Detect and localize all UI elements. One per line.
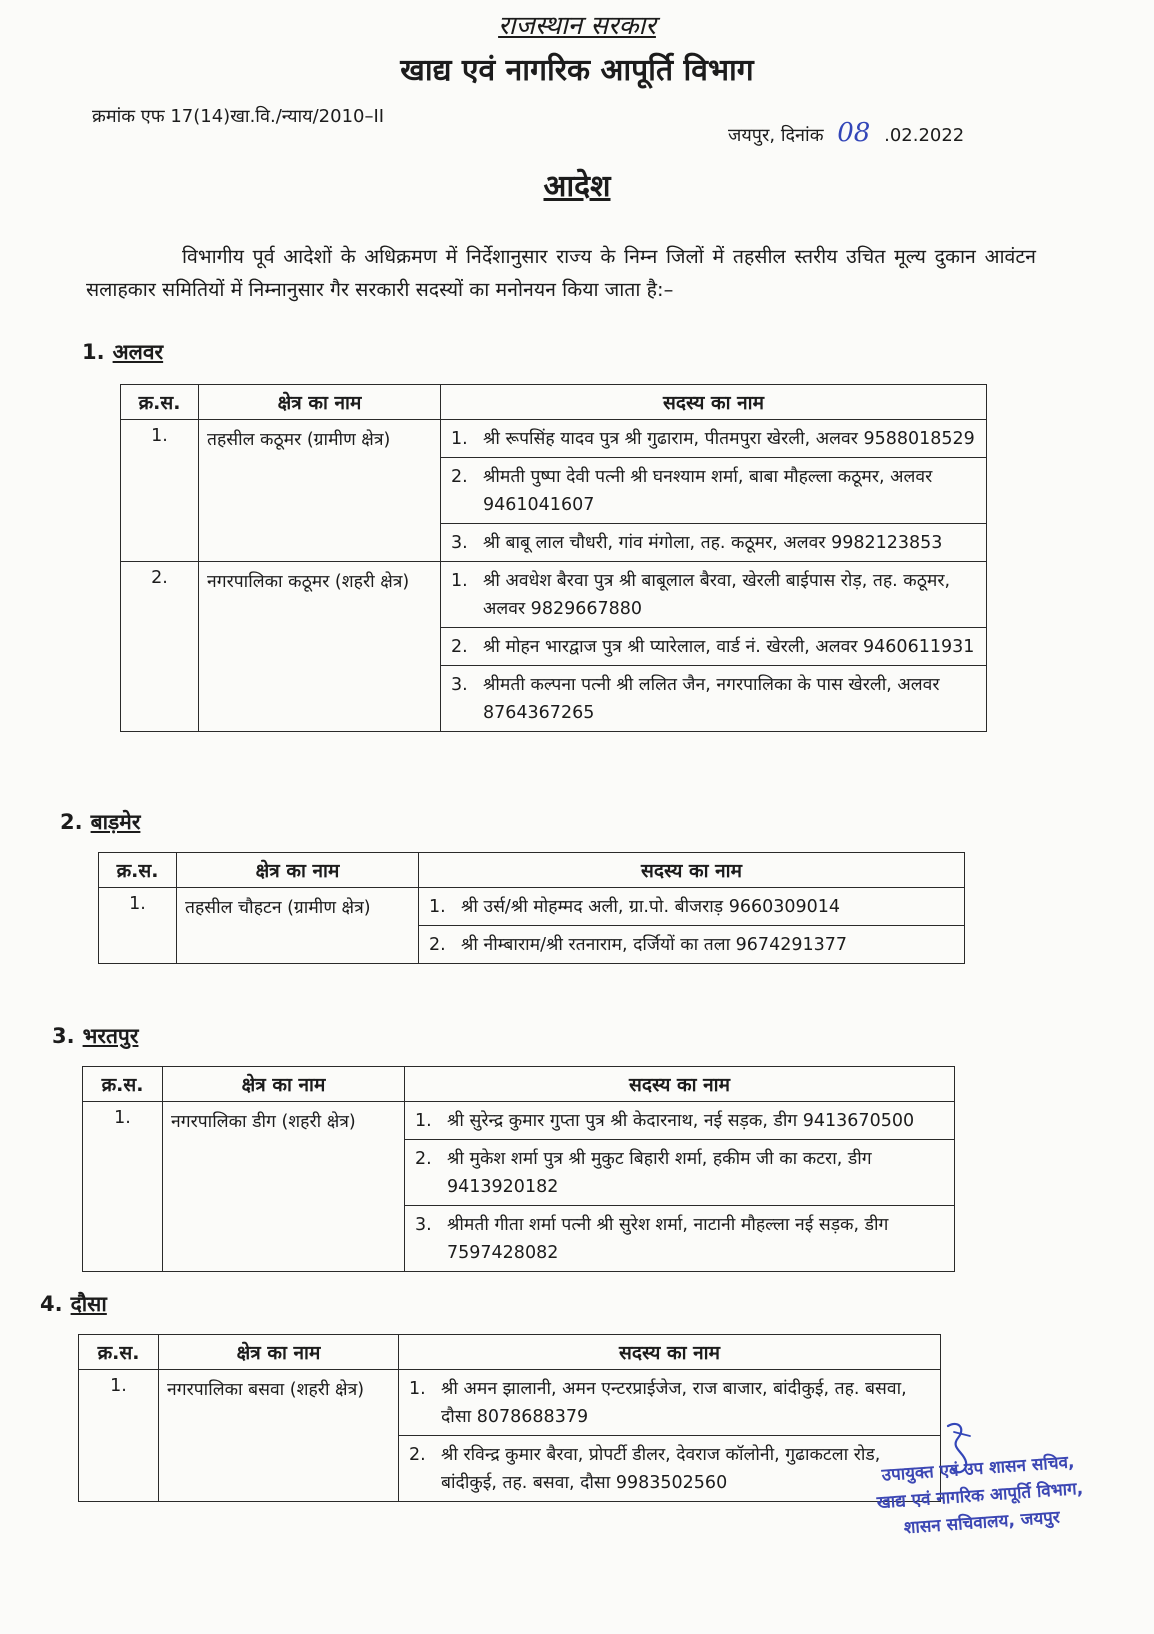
member-entry: 3. श्री बाबू लाल चौधरी, गांव मंगोला, तह. कठूमर, अलवर 9982123853 (451, 533, 943, 553)
order-heading: आदेश (543, 169, 611, 204)
header-sno: क्र.स. (121, 385, 199, 420)
header-sno: क्र.स. (83, 1067, 163, 1102)
date-suffix: .02.2022 (884, 125, 965, 146)
date-prefix: जयपुर, दिनांक (728, 125, 824, 146)
member-entry: 1. श्री उर्स/श्री मोहम्मद अली, ग्रा.पो. बीजराड़ 9660309014 (419, 888, 964, 926)
header-member: सदस्य का नाम (419, 853, 965, 888)
member-entry: 3. श्रीमती कल्पना पत्नी श्री ललित जैन, नगरपालिका के पास खेरली, अलवर 8764367265 (451, 675, 940, 723)
row-members (441, 420, 987, 562)
row-area: नगरपालिका बसवा (शहरी क्षेत्र) (159, 1370, 399, 1502)
table-row (79, 1370, 941, 1502)
member-entry: 3. श्रीमती गीता शर्मा पत्नी श्री सुरेश शर्मा, नाटानी मौहल्ला नई सड़क, डीग 7597428082 (415, 1215, 889, 1263)
stamp-line: उपायुक्त एवं उप शासन सचिव, (881, 1452, 1076, 1486)
reference-number: क्रमांक एफ 17(14)खा.वि./न्याय/2010–II (92, 106, 385, 127)
table-row (99, 888, 965, 964)
government-title: राजस्थान सरकार (498, 11, 656, 41)
header-area: क्षेत्र का नाम (159, 1335, 399, 1370)
handwritten-day: 08 (837, 118, 871, 148)
member-entry: 1. श्री सुरेन्द्र कुमार गुप्ता पुत्र श्री केदारनाथ, नई सड़क, डीग 9413670500 (405, 1102, 954, 1140)
table-header-row (99, 853, 965, 888)
district-table-dausa (78, 1334, 941, 1502)
district-heading: 2. बाड़मेर (60, 810, 141, 834)
table-row (121, 420, 987, 562)
table-row (121, 562, 987, 732)
row-area: तहसील कठूमर (ग्रामीण क्षेत्र) (199, 420, 441, 562)
district-table-alwar (120, 384, 987, 732)
row-sno: 1. (83, 1102, 163, 1272)
row-members (419, 888, 965, 964)
header-sno: क्र.स. (79, 1335, 159, 1370)
member-entry: 2. श्री मोहन भारद्वाज पुत्र श्री प्यारेलाल, वार्ड नं. खेरली, अलवर 9460611931 (441, 628, 986, 666)
stamp-line: खाद्य एवं नागरिक आपूर्ति विभाग, (876, 1478, 1084, 1514)
header-member: सदस्य का नाम (441, 385, 987, 420)
member-entry: 1. श्री अवधेश बैरवा पुत्र श्री बाबूलाल बैरवा, खेरली बाईपास रोड़, तह. कठूमर, अलवर 9829667880 (441, 562, 986, 628)
row-area: तहसील चौहटन (ग्रामीण क्षेत्र) (177, 888, 419, 964)
header-area: क्षेत्र का नाम (199, 385, 441, 420)
table-header-row (121, 385, 987, 420)
district-heading: 4. दौसा (40, 1292, 107, 1316)
row-sno: 1. (121, 420, 199, 562)
row-sno: 1. (99, 888, 177, 964)
district-table-bharatpur (82, 1066, 955, 1272)
member-entry: 2. श्री रविन्द्र कुमार बैरवा, प्रोपर्टी डीलर, देवराज कॉलोनी, गुढाकटला रोड, बांदीकुई, तह. बसवा, दौसा 9983502560 (409, 1445, 881, 1493)
table-header-row (83, 1067, 955, 1102)
row-area: नगरपालिका कठूमर (शहरी क्षेत्र) (199, 562, 441, 732)
row-sno: 1. (79, 1370, 159, 1502)
district-heading: 1. अलवर (82, 340, 164, 364)
header-member: सदस्य का नाम (399, 1335, 941, 1370)
header-area: क्षेत्र का नाम (177, 853, 419, 888)
member-entry: 2. श्री नीम्बाराम/श्री रतनाराम, दर्जियों का तला 9674291377 (429, 935, 848, 955)
member-entry: 2. श्री मुकेश शर्मा पुत्र श्री मुकुट बिहारी शर्मा, हकीम जी का कटरा, डीग 9413920182 (405, 1140, 954, 1206)
district-table-barmer (98, 852, 965, 964)
header-member: सदस्य का नाम (405, 1067, 955, 1102)
table-header-row (79, 1335, 941, 1370)
stamp-line: शासन सचिवालय, जयपुर (903, 1507, 1061, 1539)
member-entry: 2. श्रीमती पुष्पा देवी पत्नी श्री घनश्याम शर्मा, बाबा मौहल्ला कठूमर, अलवर 9461041607 (441, 458, 986, 524)
row-sno: 2. (121, 562, 199, 732)
member-entry: 1. श्री अमन झालानी, अमन एन्टरप्राईजेज, राज बाजार, बांदीकुई, तह. बसवा, दौसा 8078688379 (399, 1370, 940, 1436)
row-area: नगरपालिका डीग (शहरी क्षेत्र) (163, 1102, 405, 1272)
order-date (728, 118, 964, 148)
member-entry: 1. श्री रूपसिंह यादव पुत्र श्री गुढाराम, पीतमपुरा खेरली, अलवर 9588018529 (441, 420, 986, 458)
header-area: क्षेत्र का नाम (163, 1067, 405, 1102)
table-row (83, 1102, 955, 1272)
order-intro-paragraph: विभागीय पूर्व आदेशों के अधिक्रमण में निर्देशानुसार राज्य के निम्न जिलों में तहसील स्तरीय उचित मूल्य दुकान आवंटन सलाहकार समितियों में निम्नानुसार गैर सरकारी सदस्यों का मनोनयन किया जाता है:– (86, 245, 1036, 301)
row-members (441, 562, 987, 732)
district-heading: 3. भरतपुर (52, 1024, 139, 1048)
department-title: खाद्य एवं नागरिक आपूर्ति विभाग (400, 53, 754, 88)
row-members (405, 1102, 955, 1272)
header-sno: क्र.स. (99, 853, 177, 888)
